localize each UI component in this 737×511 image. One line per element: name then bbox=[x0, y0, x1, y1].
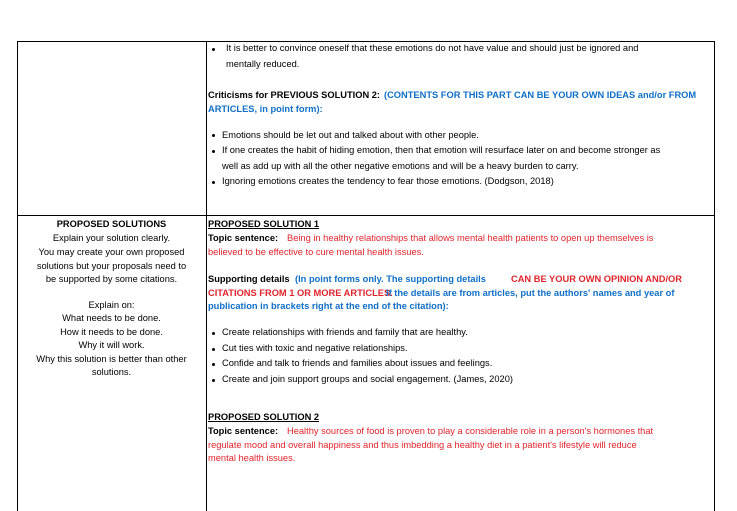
solution2-heading: PROPOSED SOLUTION 2 bbox=[208, 412, 320, 422]
instruction-line: Why it will work. bbox=[78, 340, 145, 350]
bullet bbox=[212, 363, 215, 366]
bullet bbox=[212, 348, 215, 351]
column-divider bbox=[206, 41, 207, 511]
bullet bbox=[212, 379, 215, 382]
prev-bullet-text: It is better to convince oneself that these emotions do not have value and should just be ignored and bbox=[226, 43, 639, 53]
topic-sentence: Healthy sources of food is proven to play a considerable role in a person's hormones that bbox=[287, 426, 654, 436]
supporting-details-note: CAN BE YOUR OWN OPINION AND/OR bbox=[511, 274, 682, 284]
instruction-line: Explain your solution clearly. bbox=[52, 233, 171, 243]
topic-label: Topic sentence: bbox=[208, 233, 279, 243]
bullet bbox=[212, 150, 215, 153]
row-divider bbox=[17, 215, 715, 216]
instruction-line: You may create your own proposed bbox=[38, 247, 185, 257]
criticism-item: Ignoring emotions creates the tendency to fear those emotions. (Dodgson, 2018) bbox=[222, 176, 554, 186]
bullet bbox=[212, 181, 215, 184]
bullet bbox=[212, 48, 215, 51]
supporting-details-note: CITATIONS FROM 1 OR MORE ARTICLES. bbox=[208, 288, 393, 298]
table-right-border bbox=[714, 41, 715, 511]
criticism-item: Emotions should be let out and talked about with other people. bbox=[222, 130, 479, 140]
criticisms-note: ARTICLES, in point form): bbox=[208, 104, 323, 114]
support-item: Confide and talk to friends and families about issues and feelings. bbox=[222, 358, 493, 368]
instruction-line: solutions but your proposals need to bbox=[36, 261, 187, 271]
supporting-details-note: publication in brackets right at the end of the citation): bbox=[208, 301, 449, 311]
instruction-line: be supported by some citations. bbox=[45, 274, 178, 284]
criticisms-title: Criticisms for PREVIOUS SOLUTION 2: bbox=[208, 90, 381, 100]
prev-bullet-text: mentally reduced. bbox=[226, 59, 300, 69]
topic-sentence: believed to be effective to cure mental health issues. bbox=[208, 247, 424, 257]
supporting-details-label: Supporting details bbox=[208, 274, 290, 284]
solution1-heading: PROPOSED SOLUTION 1 bbox=[208, 219, 320, 229]
criticism-item: If one creates the habit of hiding emotion, then that emotion will resurface later on and become stronger as bbox=[222, 145, 661, 155]
support-item: Cut ties with toxic and negative relationships. bbox=[222, 343, 408, 353]
support-item: Create relationships with friends and family that are healthy. bbox=[222, 327, 468, 337]
topic-label: Topic sentence: bbox=[208, 426, 279, 436]
criticism-item: well as add up with all the other negative emotions and will be a heavy burden to carry. bbox=[222, 161, 579, 171]
instruction-line: Why this solution is better than other bbox=[36, 354, 187, 364]
instruction-line: What needs to be done. bbox=[62, 313, 161, 323]
support-item: Create and join support groups and social engagement. (James, 2020) bbox=[222, 374, 513, 384]
document-table bbox=[17, 41, 715, 511]
instruction-line: solutions. bbox=[91, 367, 132, 377]
instruction-line: How it needs to be done. bbox=[60, 327, 163, 337]
criticisms-note: (CONTENTS FOR THIS PART CAN BE YOUR OWN IDEAS and/or FROM bbox=[384, 90, 697, 100]
bullet bbox=[212, 332, 215, 335]
topic-sentence: mental health issues. bbox=[208, 453, 296, 463]
instruction-line: Explain on: bbox=[88, 300, 135, 310]
supporting-details-note: (In point forms only. The supporting details bbox=[295, 274, 486, 284]
bullet bbox=[212, 134, 215, 137]
topic-sentence: Being in healthy relationships that allows mental health patients to open up themselves is bbox=[287, 233, 654, 243]
supporting-details-note: If the details are from articles, put the authors' names and year of bbox=[386, 288, 675, 298]
topic-sentence: regulate mood and overall happiness and thus imbedding a healthy diet in a patient's lifestyle will reduce bbox=[208, 440, 637, 450]
proposed-solutions-heading: PROPOSED SOLUTIONS bbox=[56, 219, 167, 229]
